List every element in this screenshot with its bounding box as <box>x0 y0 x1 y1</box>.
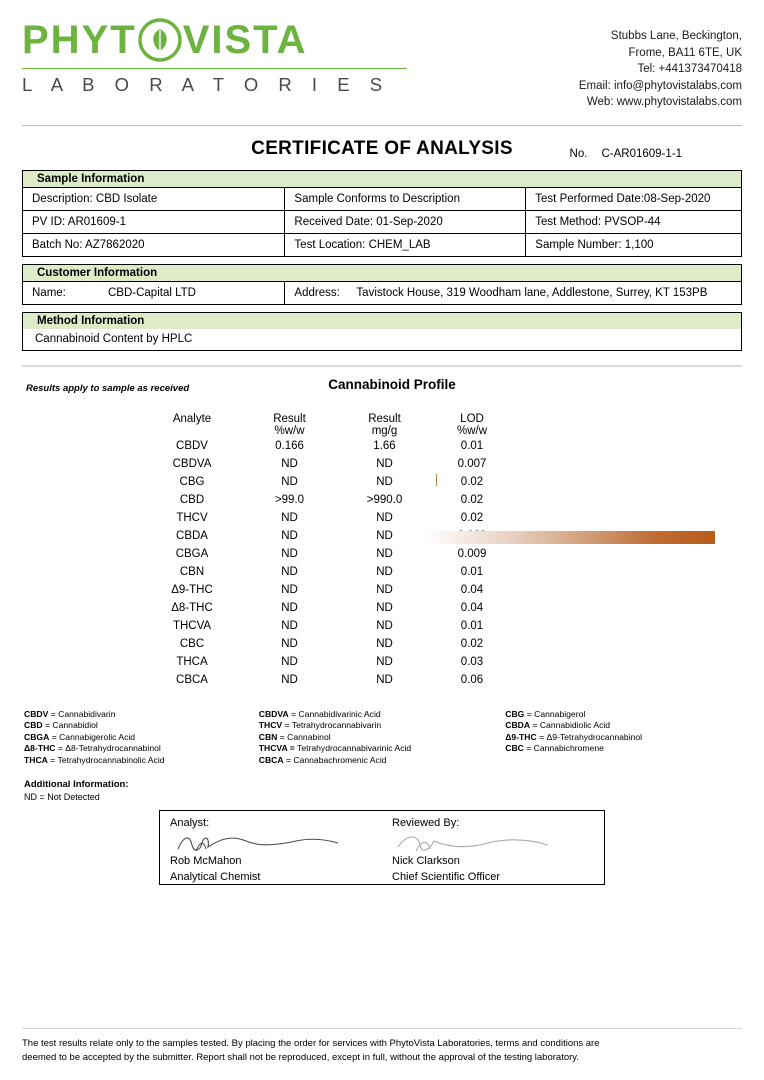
analyte-result-mgg: ND <box>376 583 393 596</box>
analyte-name: THCV <box>176 511 208 524</box>
analyte-lod: 0.04 <box>460 601 484 614</box>
analyte-name: CBC <box>179 637 205 650</box>
footer-line-1: The test results relate only to the samples tested. By placing the order for services with PhytoVista Laboratories, terms and conditions are <box>22 1038 600 1049</box>
customer-name-value: CBD-Capital LTD <box>108 286 196 299</box>
analyte-result-mgg: ND <box>376 655 393 668</box>
analyte-name: CBGA <box>175 547 209 560</box>
analyst-signature-block <box>160 811 382 884</box>
analyte-result-pct: >99.0 <box>274 493 305 506</box>
analyte-name: CBD <box>179 493 205 506</box>
table-row <box>23 233 742 256</box>
col-result-pct-unit: %w/w <box>274 424 305 437</box>
abbrev-term: THCA <box>24 754 48 765</box>
customer-name-cell <box>23 281 285 304</box>
table-row <box>142 509 512 527</box>
analyte-result-pct: ND <box>281 457 298 470</box>
col-lod: LOD <box>460 412 484 425</box>
address-line-1: Stubbs Lane, Beckington, <box>610 30 742 42</box>
abbrev-term: CBC <box>505 743 524 754</box>
abbrev-item <box>24 755 259 767</box>
analyte-result-pct: ND <box>281 547 298 560</box>
analyte-result-mgg: ND <box>376 457 393 470</box>
customer-information-band: Customer Information <box>22 264 742 281</box>
leaf-icon <box>138 18 182 62</box>
analyte-name: CBDA <box>176 529 208 542</box>
abbrev-column-2 <box>259 709 505 767</box>
analyte-lod: 0.02 <box>460 475 484 488</box>
method-information-value: Cannabinoid Content by HPLC <box>22 329 742 351</box>
abbrev-def: = Cannabidivarinic Acid <box>288 708 381 719</box>
test-performed-date: Test Performed Date:08-Sep-2020 <box>526 187 742 210</box>
sample-information-table <box>22 187 742 257</box>
test-location: Test Location: CHEM_LAB <box>285 233 526 256</box>
analyst-signature-image <box>174 831 344 857</box>
analyte-result-pct: ND <box>281 511 298 524</box>
analyte-result-mgg: ND <box>376 673 393 686</box>
address-web: Web: www.phytovistalabs.com <box>586 96 742 108</box>
analyte-lod: 0.01 <box>460 439 484 452</box>
section-divider <box>22 365 742 367</box>
table-row <box>142 455 512 473</box>
profile-title: Cannabinoid Profile <box>328 376 456 392</box>
pv-id: PV ID: AR01609-1 <box>23 210 285 233</box>
abbrev-item <box>505 709 740 721</box>
analyte-result-mgg: ND <box>376 619 393 632</box>
reviewer-name: Nick Clarkson <box>392 855 460 868</box>
abbrev-term: CBGA <box>24 731 50 742</box>
analyte-lod: 0.02 <box>460 637 484 650</box>
spacer <box>22 257 742 264</box>
analyte-lod: 0.007 <box>457 457 487 470</box>
analyte-result-mgg: ND <box>376 529 393 542</box>
profile-header <box>22 377 742 403</box>
analyte-result-mgg: ND <box>376 565 393 578</box>
abbrev-def: = Tetrahydrocannabivarin <box>282 720 382 731</box>
analyte-result-mgg: ND <box>376 511 393 524</box>
results-note: Results apply to sample as received <box>26 382 190 394</box>
col-result-mgg-unit: mg/g <box>371 424 398 437</box>
method-information-band: Method Information <box>22 312 742 329</box>
abbrev-item <box>259 720 505 732</box>
page-title: CERTIFICATE OF ANALYSIS <box>251 137 513 159</box>
footer-divider <box>22 1028 742 1029</box>
reviewer-label: Reviewed By: <box>392 817 460 830</box>
table-row <box>142 653 512 671</box>
brand-subtitle: L A B O R A T O R I E S <box>22 74 390 95</box>
analyte-name: CBG <box>179 475 205 488</box>
analyte-lod: 0.06 <box>460 673 484 686</box>
sample-information-band: Sample Information <box>22 170 742 187</box>
brand-logo <box>22 18 422 96</box>
abbrev-item <box>259 732 505 744</box>
analyte-result-pct: ND <box>281 529 298 542</box>
table-row <box>142 635 512 653</box>
analyte-result-mgg: 1.66 <box>373 439 396 452</box>
col-lod-unit: %w/w <box>456 424 488 437</box>
abbrev-term: CBCA <box>258 754 284 765</box>
table-row <box>142 671 512 689</box>
abbrev-def: = Cannabidiol <box>42 720 98 731</box>
abbreviations <box>22 709 742 767</box>
abbrev-item <box>259 709 505 721</box>
table-row <box>142 563 512 581</box>
analyte-name: CBN <box>179 565 205 578</box>
analyte-lod: 0.02 <box>460 493 484 506</box>
abbrev-def: = Cannabachromenic Acid <box>283 754 387 765</box>
received-date: Received Date: 01-Sep-2020 <box>285 210 526 233</box>
table-row <box>23 187 742 210</box>
abbrev-def: = Tetrahydrocannabinolic Acid <box>47 754 165 765</box>
customer-name-label: Name: <box>32 286 66 299</box>
abbrev-item <box>24 709 259 721</box>
abbrev-def: = Cannabinol <box>277 731 331 742</box>
analyte-result-pct: ND <box>281 601 298 614</box>
analyte-lod: 0.02 <box>460 511 484 524</box>
abbrev-def: Tetrahydrocannabivarinic Acid <box>294 743 412 754</box>
analyst-role: Analytical Chemist <box>170 871 261 884</box>
analyte-name: Δ9-THC <box>171 583 213 596</box>
brand-wordmark <box>22 18 422 62</box>
additional-information-label: Additional Information: <box>24 779 129 791</box>
abbrev-def: = Δ8-Tetrahydrocannabinol <box>55 743 161 754</box>
customer-information-table <box>22 281 742 305</box>
abbrev-item <box>505 720 740 732</box>
abbrev-def: = Cannabidiolic Acid <box>530 720 611 731</box>
analyte-result-pct: ND <box>281 673 298 686</box>
col-analyte: Analyte <box>172 412 212 425</box>
table-row <box>142 599 512 617</box>
abbrev-def: = Cannabigerolic Acid <box>49 731 136 742</box>
table-row <box>142 581 512 599</box>
abbrev-term: CBG <box>505 708 525 719</box>
sample-number: Sample Number: 1,100 <box>526 233 742 256</box>
spacer <box>22 305 742 312</box>
abbrev-term: THCV <box>258 720 283 731</box>
abbrev-term: CBDA <box>505 720 531 731</box>
abbrev-item <box>24 732 259 744</box>
analyte-result-mgg: >990.0 <box>366 493 403 506</box>
abbrev-column-1 <box>24 709 259 767</box>
chromatogram-tick <box>436 474 437 486</box>
page-footer <box>22 1028 742 1064</box>
analyte-name: Δ8-THC <box>171 601 213 614</box>
analyte-lod: 0.01 <box>460 565 484 578</box>
page-header <box>22 0 742 111</box>
footer-line-2: deemed to be accepted by the submitter. Report shall not be reproduced, except in full, without the approval of the testing laboratory. <box>22 1051 579 1063</box>
reviewer-role: Chief Scientific Officer <box>392 871 501 884</box>
analyte-result-pct: ND <box>281 565 298 578</box>
abbrev-def: = Δ9-Tetrahydrocannabinol <box>536 731 643 742</box>
reviewer-signature-block <box>382 811 604 884</box>
abbrev-term: CBN <box>258 731 278 742</box>
customer-address-label: Address: <box>294 286 340 299</box>
abbrev-def: = Cannabigerol <box>524 708 586 719</box>
table-row <box>142 437 512 455</box>
analyte-lod: 0.04 <box>460 583 484 596</box>
signature-box <box>159 810 605 885</box>
brand-name-part2: VISTA <box>182 18 308 62</box>
table-row <box>23 281 742 304</box>
abbrev-item <box>259 755 505 767</box>
address-phone: Tel: +441373470418 <box>637 63 742 75</box>
certificate-number-label: No. <box>569 147 588 160</box>
additional-information-value: ND = Not Detected <box>24 792 100 803</box>
analyte-result-pct: ND <box>281 583 298 596</box>
batch-no: Batch No: AZ7862020 <box>23 233 285 256</box>
analyte-name: CBDVA <box>172 457 212 470</box>
analyte-name: THCA <box>176 655 208 668</box>
analyte-name: CBCA <box>176 673 208 686</box>
analyte-result-pct: 0.166 <box>275 439 304 452</box>
analyte-result-pct: ND <box>281 619 298 632</box>
customer-address-cell <box>285 281 742 304</box>
abbrev-term: CBDV <box>24 708 49 719</box>
abbrev-term: CBD <box>24 720 43 731</box>
analyte-name: CBDV <box>176 439 208 452</box>
abbrev-item <box>24 720 259 732</box>
cannabinoid-profile-table <box>142 413 512 689</box>
col-analyte-unit <box>142 425 242 437</box>
analyte-lod: 0.03 <box>460 655 484 668</box>
abbrev-def: = Cannabidivarin <box>48 708 116 719</box>
address-email: Email: info@phytovistalabs.com <box>578 79 742 92</box>
col-result-mgg: Result <box>368 412 401 425</box>
table-header-row <box>142 413 512 425</box>
table-header-units-row <box>142 425 512 437</box>
brand-name-part1: PHYT <box>22 18 137 62</box>
brand-divider <box>22 68 407 69</box>
table-row <box>142 617 512 635</box>
table-row <box>142 491 512 509</box>
sample-conforms: Sample Conforms to Description <box>285 187 526 210</box>
abbrev-term: THCVA = <box>258 743 295 754</box>
table-row <box>142 545 512 563</box>
analyte-name: THCVA <box>172 619 212 632</box>
table-row <box>23 210 742 233</box>
analyte-lod: 0.009 <box>457 547 487 560</box>
table-row <box>142 473 512 491</box>
chromatogram-gradient-bar <box>425 531 715 544</box>
company-address <box>579 18 742 111</box>
reviewer-signature-image <box>396 831 561 857</box>
analyte-lod: 0.01 <box>460 619 484 632</box>
analyte-result-mgg: ND <box>376 547 393 560</box>
col-result-pct: Result <box>273 412 306 425</box>
analyte-result-pct: ND <box>281 475 298 488</box>
profile-table-head <box>142 413 512 437</box>
title-row <box>22 126 742 170</box>
customer-address-value: Tavistock House, 319 Woodham lane, Addlestone, Surrey, KT 153PB <box>356 286 708 299</box>
abbrev-item <box>505 743 740 755</box>
analyst-label: Analyst: <box>170 817 210 830</box>
analyte-result-mgg: ND <box>376 601 393 614</box>
profile-table-body <box>142 437 512 689</box>
analyte-result-pct: ND <box>281 655 298 668</box>
address-line-2: Frome, BA11 6TE, UK <box>628 46 742 59</box>
analyte-result-mgg: ND <box>376 637 393 650</box>
abbrev-column-3 <box>505 709 740 767</box>
analyte-result-pct: ND <box>281 637 298 650</box>
abbrev-item <box>505 732 740 744</box>
abbrev-item <box>259 743 505 755</box>
abbrev-term: CBDVA <box>258 708 289 719</box>
abbrev-item <box>24 743 259 755</box>
certificate-number-value: C-AR01609-1-1 <box>601 147 682 160</box>
analyst-name: Rob McMahon <box>170 855 242 868</box>
abbrev-term: Δ8-THC <box>24 743 56 754</box>
abbrev-def: = Cannabichromene <box>523 743 604 754</box>
analyte-result-mgg: ND <box>376 475 393 488</box>
sample-description: Description: CBD Isolate <box>23 187 285 210</box>
abbrev-term: Δ9-THC <box>505 731 537 742</box>
test-method: Test Method: PVSOP-44 <box>526 210 742 233</box>
certificate-number <box>570 148 682 160</box>
